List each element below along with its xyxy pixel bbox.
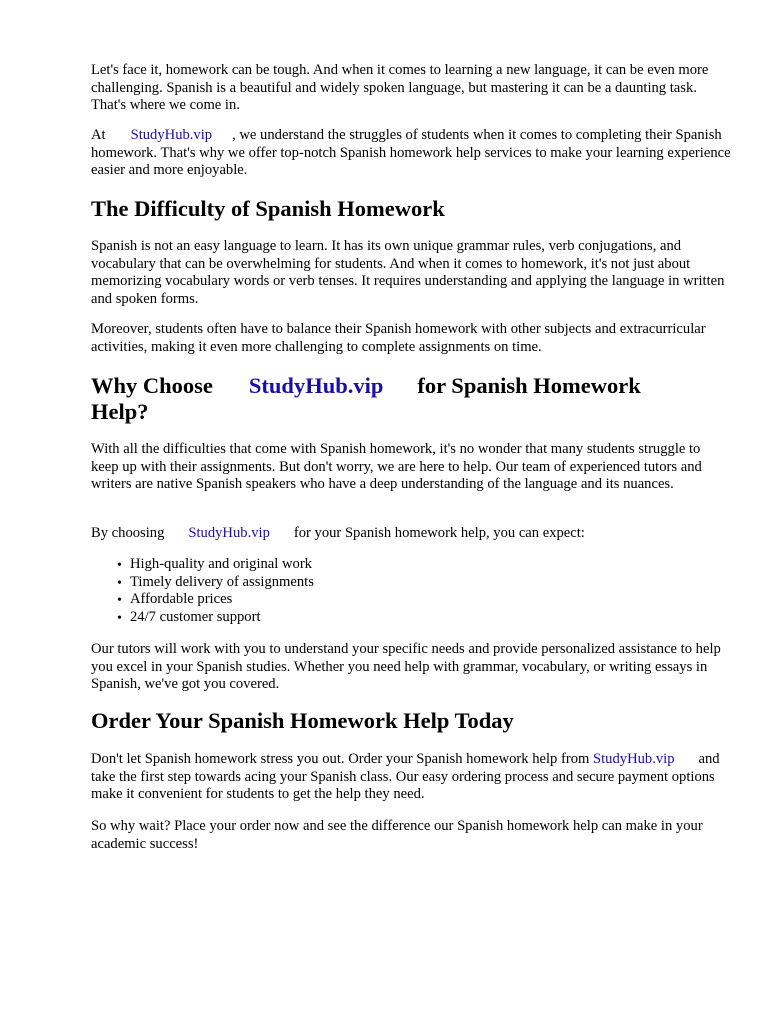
benefits-list — [117, 556, 757, 626]
list-item: • 24/7 customer support — [117, 609, 757, 627]
intro-paragraph-1: Let's face it, homework can be tough. And when it comes to learning a new language, it can be even more challenging. Spanish is a beautiful and widely spoken language, but mastering it can be a daunting task. That's where we come in. — [91, 62, 709, 113]
studyhub-link[interactable]: StudyHub.vip — [593, 751, 675, 767]
order-p1-lead: Don't let Spanish homework stress you out. Order your Spanish homework help from — [91, 751, 590, 767]
why-choose-p2-rest: for your Spanish homework help, you can expect: — [293, 525, 585, 541]
order-paragraph-2: So why wait? Place your order now and see the difference our Spanish homework help can make in your academic success! — [91, 818, 703, 852]
list-item: • Timely delivery of assignments — [117, 574, 757, 592]
intro-p2-lead: At — [91, 127, 106, 143]
list-item: • High-quality and original work — [117, 556, 757, 574]
order-paragraph-1 — [91, 751, 731, 804]
section-heading-order: Order Your Spanish Homework Help Today — [91, 708, 514, 733]
order-p1-rest: and take the first step towards acing your Spanish class. Our easy ordering process and secure payment options make it convenient for students to get the help they need. — [91, 751, 720, 802]
studyhub-link[interactable]: StudyHub.vip — [130, 127, 213, 143]
why-choose-paragraph-1: With all the difficulties that come with Spanish homework, it's no wonder that many students struggle to keep up with their assignments. But don't worry, we are here to help. Our team of experienced tutors and writers are native Spanish speakers who have a deep understanding of the language and its nuances. — [91, 441, 702, 492]
why-choose-paragraph-2 — [91, 525, 731, 543]
section-heading-difficulty: The Difficulty of Spanish Homework — [91, 196, 445, 221]
intro-paragraph-2 — [91, 127, 731, 180]
why-choose-heading-rest: for Spanish Homework Help? — [91, 373, 641, 424]
section-heading-why-choose — [91, 373, 691, 425]
why-choose-heading-lead: Why Choose — [91, 373, 213, 398]
list-item: • Affordable prices — [117, 591, 757, 609]
difficulty-paragraph-2: Moreover, students often have to balance their Spanish homework with other subjects and extracurricular activities, making it even more challenging to complete assignments on time. — [91, 321, 706, 355]
studyhub-heading-link[interactable]: StudyHub.vip — [248, 373, 384, 398]
intro-p2-rest: , we understand the struggles of students when it comes to completing their Spanish homework. That's why we offer top-notch Spanish homework help services to make your learning experience easier and more enjoyable. — [91, 127, 731, 178]
studyhub-link[interactable]: StudyHub.vip — [188, 525, 270, 541]
difficulty-paragraph-1: Spanish is not an easy language to learn. It has its own unique grammar rules, verb conjugations, and vocabulary that can be overwhelming for students. And when it comes to homework, it's not just about memorizing vocabulary words or verb tenses. It requires understanding and applying the language in written and spoken forms. — [91, 238, 725, 307]
why-choose-p2-lead: By choosing — [91, 525, 165, 541]
why-choose-paragraph-3: Our tutors will work with you to understand your specific needs and provide personalized assistance to help you excel in your Spanish studies. Whether you need help with grammar, vocabulary, or writing essays in Spanish, we've got you covered. — [91, 641, 721, 692]
